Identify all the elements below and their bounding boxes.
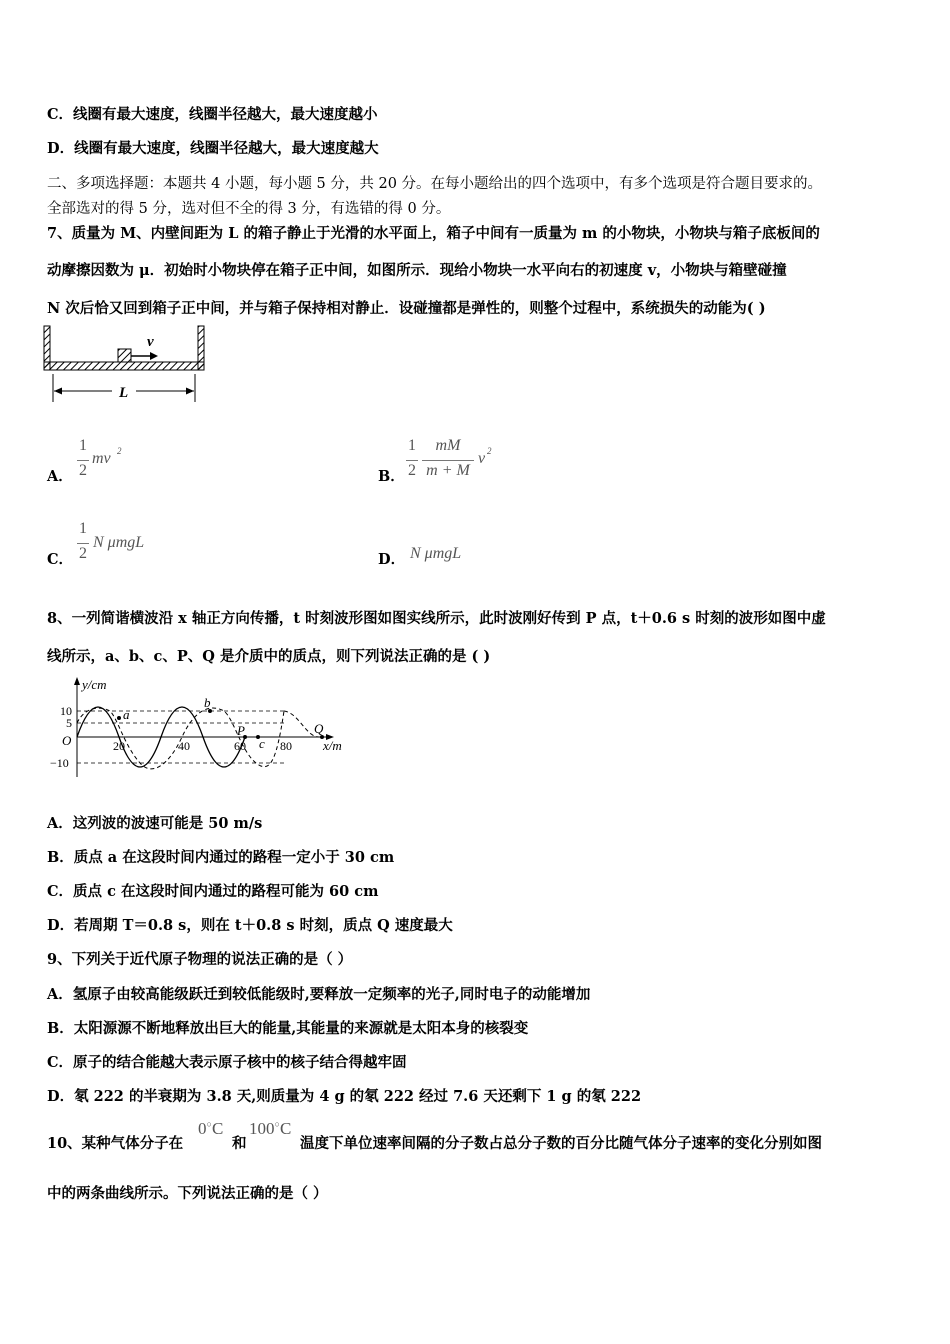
q7-c-fraction-bar — [77, 543, 89, 544]
q8-option-a: A．这列波的波速可能是 50 m/s — [47, 815, 263, 832]
wave-graph — [44, 673, 356, 785]
q7-c-expr: N μmgL — [93, 534, 145, 551]
q7-option-c-label: C． — [47, 551, 74, 568]
q9-option-d: D．氡 222 的半衰期为 3.8 天,则质量为 4 g 的氡 222 经过 7.6 天还剩下 1 g 的氡 222 — [47, 1088, 642, 1105]
q10-temp2-unit: C — [279, 1119, 292, 1138]
degree-icon: ○ — [206, 1119, 212, 1129]
y-tick-5: 5 — [66, 716, 72, 730]
q7-b-denominator: 2 — [408, 462, 416, 479]
box-diagram — [40, 322, 212, 406]
velocity-label: v — [147, 334, 154, 350]
q7-a-denominator: 2 — [79, 462, 87, 479]
q7-b-denominator2: m + M — [426, 462, 470, 479]
point-a-label: a — [123, 707, 130, 722]
q7-c-denominator: 2 — [79, 545, 87, 562]
q6-option-c: C．线圈有最大速度，线圈半径越大，最大速度越小 — [47, 106, 378, 123]
q7-b-fraction-bar2 — [422, 460, 474, 461]
q9-option-c: C．原子的结合能越大表示原子核中的核子结合得越牢固 — [47, 1054, 407, 1071]
point-p-label: P — [237, 723, 245, 738]
length-label: L — [119, 385, 129, 401]
box-walls — [44, 326, 204, 370]
velocity-arrow — [131, 352, 158, 360]
q7-stem-line1: 7、质量为 M、内壁间距为 L 的箱子静止于光滑的水平面上，箱子中间有一质量为 m 的小物块，小物块与箱子底板间的 — [47, 225, 820, 242]
q10-prefix: 10、某种气体分子在 — [47, 1135, 184, 1152]
section2-line1: 二、多项选择题：本题共 4 小题，每小题 5 分，共 20 分。在每小题给出的四个选项中，有多个选项是符合题目要求的。 — [47, 176, 823, 192]
q7-b-numerator: 1 — [408, 437, 416, 454]
small-block — [118, 349, 131, 362]
degree-icon: ○ — [274, 1119, 280, 1129]
point-c-label: c — [259, 736, 265, 751]
q8-option-b: B．质点 a 在这段时间内通过的路程一定小于 30 cm — [47, 849, 395, 866]
origin-label: O — [62, 733, 72, 748]
x-tick-20: 20 — [113, 739, 125, 753]
q8-option-d: D．若周期 T＝0.8 s，则在 t＋0.8 s 时刻，质点 Q 速度最大 — [47, 917, 453, 934]
q7-a-numerator: 1 — [79, 437, 87, 454]
q10-temp2-value: 100 — [249, 1119, 275, 1138]
q7-b-velocity: v — [478, 450, 486, 467]
q6-option-d: D．线圈有最大速度，线圈半径越大，最大速度越大 — [47, 140, 379, 157]
y-tick-10: 10 — [60, 704, 72, 718]
point-a — [117, 716, 121, 720]
q8-stem-line1: 8、一列简谐横波沿 x 轴正方向传播，t 时刻波形图如图实线所示，此时波刚好传到 P 点，t＋0.6 s 时刻的波形如图中虚 — [47, 610, 826, 627]
q10-and: 和 — [232, 1135, 247, 1152]
q10-temp1 — [198, 1119, 223, 1139]
q7-stem-line2: 动摩擦因数为 μ．初始时小物块停在箱子正中间，如图所示．现给小物块一水平向右的初速度 v，小物块与箱壁碰撞 — [47, 262, 787, 279]
q7-b-exponent: 2 — [487, 446, 492, 456]
q9-option-a: A．氢原子由较高能级跃迁到较低能级时,要释放一定频率的光子,同时电子的动能增加 — [47, 986, 591, 1003]
q7-b-numerator2: mM — [435, 437, 461, 454]
y-axis-arrow — [74, 677, 80, 685]
q7-a-exponent: 2 — [117, 446, 122, 456]
x-tick-60: 60 — [234, 739, 246, 753]
q7-b-fraction-bar — [406, 460, 418, 461]
q10-stem-line1: 温度下单位速率间隔的分子数占总分子数的百分比随气体分子速率的变化分别如图 — [300, 1135, 822, 1152]
q8-option-c: C．质点 c 在这段时间内通过的路程可能为 60 cm — [47, 883, 379, 900]
q10-stem-line2: 中的两条曲线所示。下列说法正确的是（ ） — [47, 1185, 328, 1202]
q8-stem-line2: 线所示，a、b、c、P、Q 是介质中的质点，则下列说法正确的是 ( ) — [47, 648, 491, 665]
q7-a-fraction-bar — [77, 460, 89, 461]
q7-c-numerator: 1 — [79, 520, 87, 537]
q7-option-a-label: A． — [47, 468, 73, 485]
x-tick-40: 40 — [178, 739, 190, 753]
section2-line2: 全部选对的得 5 分，选对但不全的得 3 分，有选错的得 0 分。 — [47, 201, 451, 217]
q7-a-expr: mv — [92, 450, 111, 467]
x-axis-label: x/m — [323, 738, 342, 753]
point-b-label: b — [204, 695, 211, 710]
x-tick-80: 80 — [280, 739, 292, 753]
y-axis-label: y/cm — [82, 677, 107, 692]
q10-temp2 — [249, 1119, 291, 1139]
q9-stem: 9、下列关于近代原子物理的说法正确的是（ ） — [47, 951, 353, 968]
q9-option-b: B．太阳源源不断地释放出巨大的能量,其能量的来源就是太阳本身的核裂变 — [47, 1020, 529, 1037]
q10-temp1-unit: C — [211, 1119, 224, 1138]
q7-option-d-label: D． — [378, 551, 406, 568]
q7-d-expr: N μmgL — [410, 545, 462, 562]
q10-temp1-value: 0 — [198, 1119, 207, 1138]
q7-option-b-label: B． — [378, 468, 405, 485]
y-tick-neg10: −10 — [50, 756, 69, 770]
point-q-label: Q — [314, 721, 324, 736]
q7-stem-line3: N 次后恰又回到箱子正中间，并与箱子保持相对静止．设碰撞都是弹性的，则整个过程中，系统损失的动能为( ) — [47, 300, 766, 317]
